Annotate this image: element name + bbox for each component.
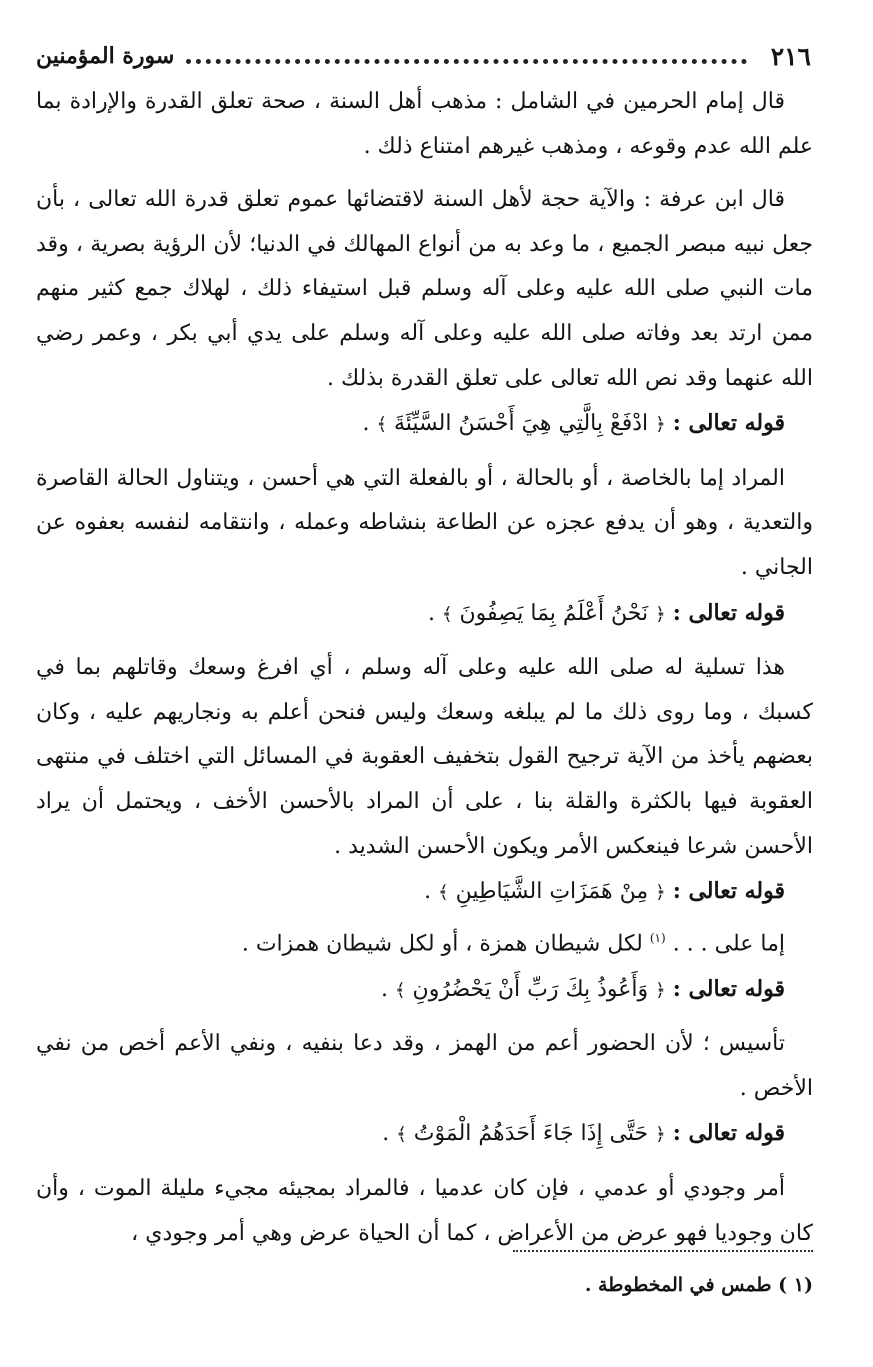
main-text (36, 80, 813, 1256)
verse-close-bracket: ﴾ (395, 979, 406, 1001)
verse-open-bracket: ﴿ (655, 979, 666, 1001)
verse-open-bracket: ﴿ (655, 882, 666, 904)
verse-text: نَحْنُ أَعْلَمُ بِمَا يَصِفُونَ (459, 600, 649, 626)
ellipsis-text: إما على . . . (672, 931, 785, 957)
verse-end: . (382, 1121, 390, 1147)
verse-open-bracket: ﴿ (655, 414, 666, 436)
verse-quote-4 (36, 967, 813, 1014)
verse-close-bracket: ﴾ (396, 1124, 407, 1146)
paragraph-6: تأسيس ؛ لأن الحضور أعم من الهمز ، وقد دعا بنفيه ، ونفي الأعم أخص من نفي الأخص . (36, 1031, 813, 1101)
verse-close-bracket: ﴾ (441, 603, 453, 625)
footnote: (١ ) طمس في المخطوطة . (584, 1274, 813, 1296)
verse-open-bracket: ﴿ (655, 1124, 666, 1146)
verse-lead: قوله تعالى : (672, 975, 785, 1002)
verse-end: . (424, 879, 432, 905)
paragraph-7: أمر وجودي أو عدمي ، فإن كان عدميا ، فالمراد بمجيئه مجيء مليلة الموت ، وأن كان وجوديا فهو عرض من الأعراض ، كما أن الحياة عرض وهي أمر وجودي ، (36, 1175, 813, 1246)
verse-end: . (362, 411, 370, 437)
verse-end: . (381, 976, 388, 1002)
verse-text: ادْفَعْ بِالَّتِي هِيَ أَحْسَنُ السَّيِّئَةَ (393, 411, 649, 437)
verse-close-bracket: ﴾ (376, 414, 387, 436)
footnote-reference: (١) (649, 930, 666, 945)
verse-lead: قوله تعالى : (672, 410, 785, 437)
header-dotted-leader (186, 59, 746, 64)
paragraph-5 (36, 916, 813, 967)
verse-quote-3 (36, 869, 813, 916)
verse-close-bracket: ﴾ (438, 882, 449, 904)
footnote-separator (513, 1250, 813, 1252)
verse-lead: قوله تعالى : (672, 599, 785, 626)
page-header (36, 36, 811, 76)
paragraph-4: هذا تسلية له صلى الله عليه وعلى آله وسلم ، أي افرغ وسعك وقاتلهم بما في كسبك ، وما روى ذلك ما لم يبلغه وسعك وليس فنحن أعلم به ونجاريهم عليه ، وكان بعضهم يأخذ من الآية ترجيح القول بتخفيف العقوبة في المسائل التي اختلف في منتهى العقوبة فيها بالكثرة والقلة بنا ، على أن المراد بالأحسن الأخف ، ويحتمل أن يراد الأحسن شرعا فينعكس الأمر ويكون الأحسن الشديد . (36, 655, 813, 859)
verse-text: مِنْ هَمَزَاتِ الشَّيَاطِينِ (455, 879, 649, 905)
verse-lead: قوله تعالى : (672, 1120, 785, 1147)
paragraph-3: المراد إما بالخاصة ، أو بالحالة ، أو بالفعلة التي هي أحسن ، ويتناول الحالة القاصرة والتعدية ، وهو أن يدفع عجزه عن الطاعة بنشاطه وعمله ، وانتقامه لنفسه بعفوه عن الجاني . (36, 465, 813, 580)
verse-open-bracket: ﴿ (655, 603, 666, 625)
verse-quote-1 (36, 401, 813, 448)
verse-end: . (427, 600, 435, 626)
verse-text: وَأَعُوذُ بِكَ رَبِّ أَنْ يَحْضُرُونِ (412, 976, 649, 1002)
paragraph-1: قال إمام الحرمين في الشامل : مذهب أهل السنة ، صحة تعلق القدرة والإرادة بما علم الله عدم وقوعه ، ومذهب غيرهم امتناع ذلك . (36, 89, 813, 159)
page-number: ٢١٦ (770, 41, 811, 71)
verse-text: حَتَّى إِذَا جَاءَ أَحَدَهُمُ الْمَوْتُ (413, 1121, 649, 1147)
verse-quote-2 (36, 591, 813, 638)
verse-quote-5 (36, 1111, 813, 1158)
verse-lead: قوله تعالى : (672, 878, 785, 905)
surah-title: سورة المؤمنين (36, 43, 175, 69)
paragraph-5-rest: لكل شيطان همزة ، أو لكل شيطان همزات . (241, 931, 643, 957)
paragraph-2: قال ابن عرفة : والآية حجة لأهل السنة لاقتضائها عموم تعلق قدرة الله تعالى ، بأن جعل نبيه مبصر الجميع ، ما وعد به من أنواع المهالك في الدنيا؛ لأن الرؤية بصرية ، وقد مات النبي صلى الله عليه وعلى آله وسلم قبل استيفاء ذلك ، لهلاك جمع كثير منهم ممن ارتد بعد وفاته صلى الله عليه وعلى آله وسلم على يدي أبي بكر ، وعمر رضي الله عنهما وقد نص الله تعالى على تعلق القدرة بذلك . (36, 187, 813, 391)
